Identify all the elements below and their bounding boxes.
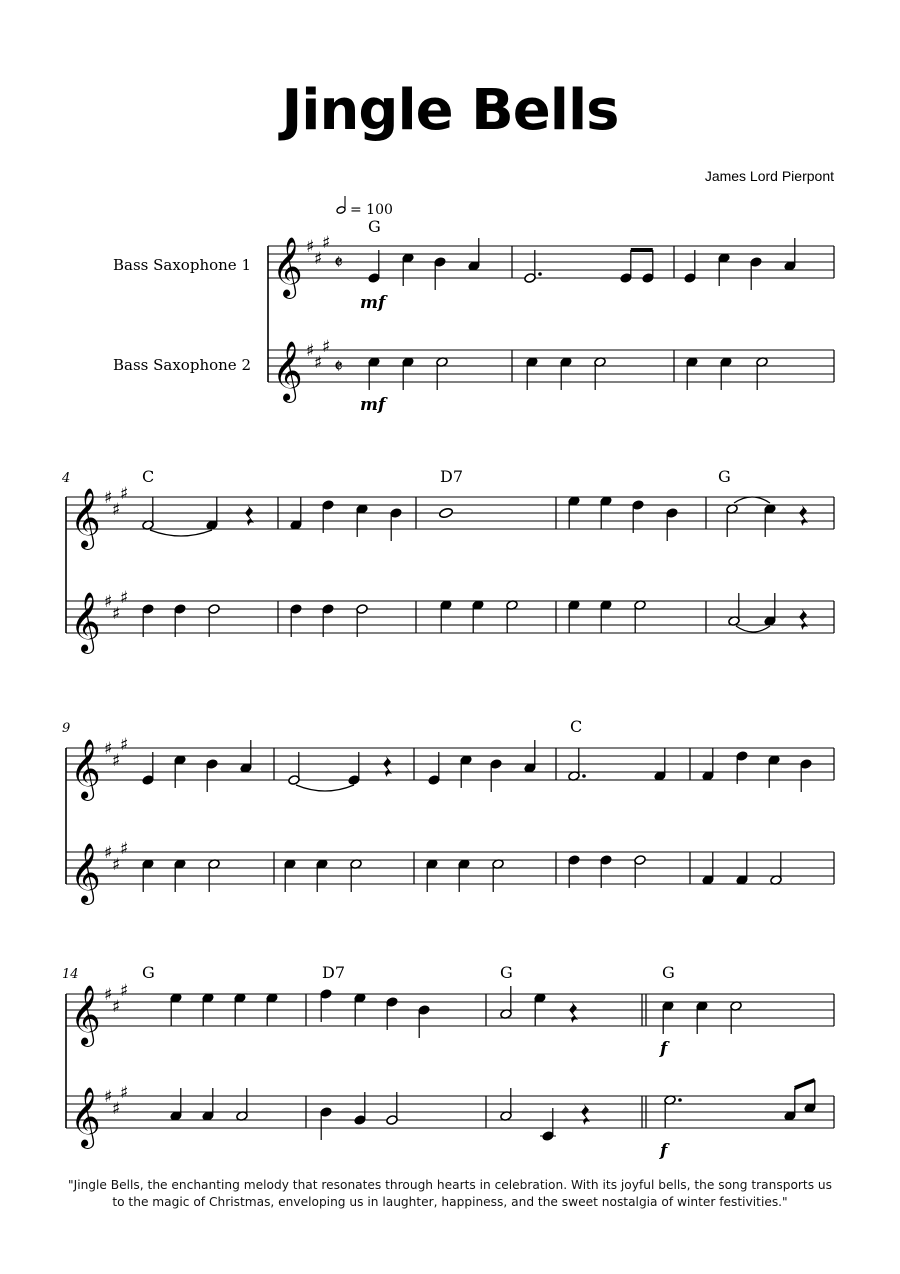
note bbox=[666, 508, 678, 541]
sharp-icon: ♯ bbox=[104, 592, 113, 612]
sharp-icon: ♯ bbox=[104, 739, 113, 759]
note bbox=[368, 250, 380, 283]
note bbox=[354, 1092, 366, 1125]
treble-clef-icon: 𝄞 bbox=[70, 739, 101, 799]
note bbox=[728, 593, 740, 626]
note bbox=[756, 357, 768, 390]
treble-clef-icon: 𝄞 bbox=[70, 985, 101, 1045]
quarter-rest-icon bbox=[383, 756, 392, 777]
note bbox=[568, 496, 580, 529]
note bbox=[208, 859, 220, 892]
chord-symbol: G bbox=[368, 217, 381, 236]
note bbox=[320, 989, 332, 1022]
note bbox=[702, 852, 714, 885]
sharp-icon: ♯ bbox=[120, 588, 129, 608]
note bbox=[436, 357, 448, 390]
note bbox=[770, 852, 782, 885]
note bbox=[500, 986, 512, 1019]
tie bbox=[296, 785, 354, 791]
note bbox=[800, 759, 812, 792]
note bbox=[634, 600, 646, 633]
sharp-icon: ♯ bbox=[314, 353, 323, 373]
note bbox=[202, 993, 214, 1026]
treble-clef-icon: 𝄞 bbox=[272, 341, 303, 401]
note bbox=[736, 852, 748, 885]
note bbox=[750, 257, 762, 290]
sharp-icon: ♯ bbox=[306, 341, 315, 361]
note bbox=[542, 1108, 554, 1141]
sharp-icon: ♯ bbox=[104, 488, 113, 508]
sharp-icon: ♯ bbox=[112, 997, 121, 1017]
note bbox=[600, 600, 612, 633]
treble-clef-icon: 𝄞 bbox=[272, 237, 303, 297]
instrument-label: Bass Saxophone 2 bbox=[113, 356, 251, 374]
note bbox=[702, 748, 714, 781]
sharp-icon: ♯ bbox=[120, 1083, 129, 1103]
sharp-icon: ♯ bbox=[306, 237, 315, 257]
measure-number: 9 bbox=[62, 721, 71, 736]
quarter-rest-icon bbox=[799, 609, 808, 630]
treble-clef-icon: 𝄞 bbox=[70, 488, 101, 548]
note bbox=[348, 752, 360, 785]
note bbox=[568, 600, 580, 633]
note bbox=[418, 1005, 430, 1038]
note bbox=[142, 604, 154, 637]
note bbox=[386, 1092, 398, 1125]
tie bbox=[150, 530, 212, 536]
note bbox=[490, 759, 502, 792]
note bbox=[426, 859, 438, 892]
sharp-icon: ♯ bbox=[112, 604, 121, 624]
note bbox=[208, 604, 220, 637]
treble-clef-icon: 𝄞 bbox=[70, 843, 101, 903]
dot bbox=[678, 1098, 682, 1102]
note bbox=[320, 1107, 332, 1140]
note bbox=[600, 496, 612, 529]
note bbox=[500, 1088, 512, 1121]
note bbox=[354, 993, 366, 1026]
composer-name: James Lord Pierpont bbox=[704, 168, 834, 184]
note bbox=[686, 357, 698, 390]
note bbox=[174, 755, 186, 788]
chord-symbol: D7 bbox=[440, 467, 464, 486]
note bbox=[524, 740, 536, 773]
treble-clef-icon: 𝄞 bbox=[70, 1087, 101, 1147]
note bbox=[206, 497, 218, 530]
note bbox=[402, 253, 414, 286]
staff-bottom bbox=[268, 350, 834, 382]
note bbox=[492, 859, 504, 892]
note bbox=[696, 1001, 708, 1034]
dynamic-marking: f bbox=[660, 1039, 668, 1059]
note bbox=[440, 600, 452, 633]
measure-number: 14 bbox=[62, 967, 79, 982]
sharp-icon: ♯ bbox=[104, 1087, 113, 1107]
note bbox=[386, 997, 398, 1030]
note bbox=[322, 500, 334, 533]
sharp-icon: ♯ bbox=[104, 985, 113, 1005]
dynamic-marking: mf bbox=[360, 395, 386, 415]
note bbox=[266, 993, 278, 1026]
note bbox=[402, 357, 414, 390]
note bbox=[439, 507, 454, 519]
note bbox=[684, 250, 696, 283]
sharp-icon: ♯ bbox=[314, 249, 323, 269]
note bbox=[534, 993, 546, 1026]
note bbox=[768, 755, 780, 788]
quarter-rest-icon bbox=[245, 505, 254, 526]
sharp-icon: ♯ bbox=[322, 337, 331, 357]
note bbox=[174, 859, 186, 892]
note bbox=[170, 1088, 182, 1121]
note bbox=[390, 508, 402, 541]
note bbox=[356, 504, 368, 537]
note bbox=[662, 1001, 674, 1034]
note bbox=[142, 497, 154, 530]
chord-symbol: C bbox=[570, 717, 583, 736]
note bbox=[434, 257, 446, 290]
quarter-rest-icon bbox=[569, 1002, 578, 1023]
measure-number: 4 bbox=[62, 471, 71, 486]
note bbox=[234, 993, 246, 1026]
tie bbox=[734, 497, 770, 503]
page-title: Jingle Bells bbox=[281, 78, 619, 143]
note bbox=[634, 855, 646, 888]
sharp-icon: ♯ bbox=[120, 839, 129, 859]
note bbox=[322, 604, 334, 637]
sharp-icon: ♯ bbox=[112, 751, 121, 771]
tempo-marking bbox=[336, 196, 393, 218]
instrument-label: Bass Saxophone 1 bbox=[113, 256, 251, 274]
note bbox=[284, 859, 296, 892]
note bbox=[206, 759, 218, 792]
beam bbox=[795, 1080, 815, 1088]
note bbox=[356, 604, 368, 637]
note bbox=[526, 357, 538, 390]
note bbox=[736, 751, 748, 784]
dot bbox=[582, 774, 586, 778]
chord-symbol: G bbox=[718, 467, 731, 486]
note bbox=[632, 500, 644, 533]
dynamic-marking: f bbox=[660, 1141, 668, 1161]
sharp-icon: ♯ bbox=[104, 843, 113, 863]
cut-time-icon: 𝄵 bbox=[334, 250, 343, 274]
note bbox=[458, 859, 470, 892]
quarter-rest-icon bbox=[581, 1104, 590, 1125]
note bbox=[170, 993, 182, 1026]
cut-time-icon: 𝄵 bbox=[334, 354, 343, 378]
sharp-icon: ♯ bbox=[322, 233, 331, 253]
note bbox=[202, 1088, 214, 1121]
note bbox=[720, 357, 732, 390]
note bbox=[594, 357, 606, 390]
note bbox=[560, 357, 572, 390]
note bbox=[600, 855, 612, 888]
quarter-rest-icon bbox=[799, 505, 808, 526]
note bbox=[428, 752, 440, 785]
sharp-icon: ♯ bbox=[112, 500, 121, 520]
staff-top bbox=[268, 246, 834, 278]
note bbox=[568, 855, 580, 888]
note bbox=[290, 604, 302, 637]
note bbox=[290, 497, 302, 530]
sharp-icon: ♯ bbox=[112, 1099, 121, 1119]
note bbox=[764, 593, 776, 626]
chord-symbol: D7 bbox=[322, 963, 346, 982]
tempo-text: = 100 bbox=[350, 202, 393, 218]
note bbox=[240, 740, 252, 773]
note bbox=[764, 504, 776, 537]
dynamic-marking: mf bbox=[360, 293, 386, 313]
chord-symbol: G bbox=[142, 963, 155, 982]
note bbox=[568, 748, 586, 781]
sharp-icon: ♯ bbox=[120, 484, 129, 504]
note bbox=[142, 752, 154, 785]
chord-symbol: G bbox=[662, 963, 675, 982]
dot bbox=[538, 272, 542, 276]
note bbox=[472, 600, 484, 633]
note bbox=[664, 1095, 682, 1128]
notehead bbox=[439, 507, 454, 519]
note bbox=[236, 1088, 248, 1121]
tie bbox=[736, 626, 770, 632]
note bbox=[288, 752, 300, 785]
quote-text: "Jingle Bells, the enchanting melody that resonates through hearts in celebration. With its joyful bells, the song transports us to the magic of Christmas, enveloping us in laughter, happiness, and the sweet nostalgia of winter festivities." bbox=[68, 1178, 832, 1209]
note bbox=[718, 253, 730, 286]
chord-symbol: G bbox=[500, 963, 513, 982]
note bbox=[142, 859, 154, 892]
note bbox=[368, 357, 380, 390]
note bbox=[654, 748, 666, 781]
note bbox=[726, 504, 738, 537]
sharp-icon: ♯ bbox=[112, 855, 121, 875]
chord-symbol: C bbox=[142, 467, 155, 486]
note bbox=[460, 755, 472, 788]
note bbox=[316, 859, 328, 892]
note bbox=[174, 604, 186, 637]
sharp-icon: ♯ bbox=[120, 981, 129, 1001]
sharp-icon: ♯ bbox=[120, 735, 129, 755]
note bbox=[350, 859, 362, 892]
note bbox=[730, 1001, 742, 1034]
note bbox=[784, 238, 796, 271]
note bbox=[506, 600, 518, 633]
treble-clef-icon: 𝄞 bbox=[70, 592, 101, 652]
note bbox=[468, 238, 480, 271]
